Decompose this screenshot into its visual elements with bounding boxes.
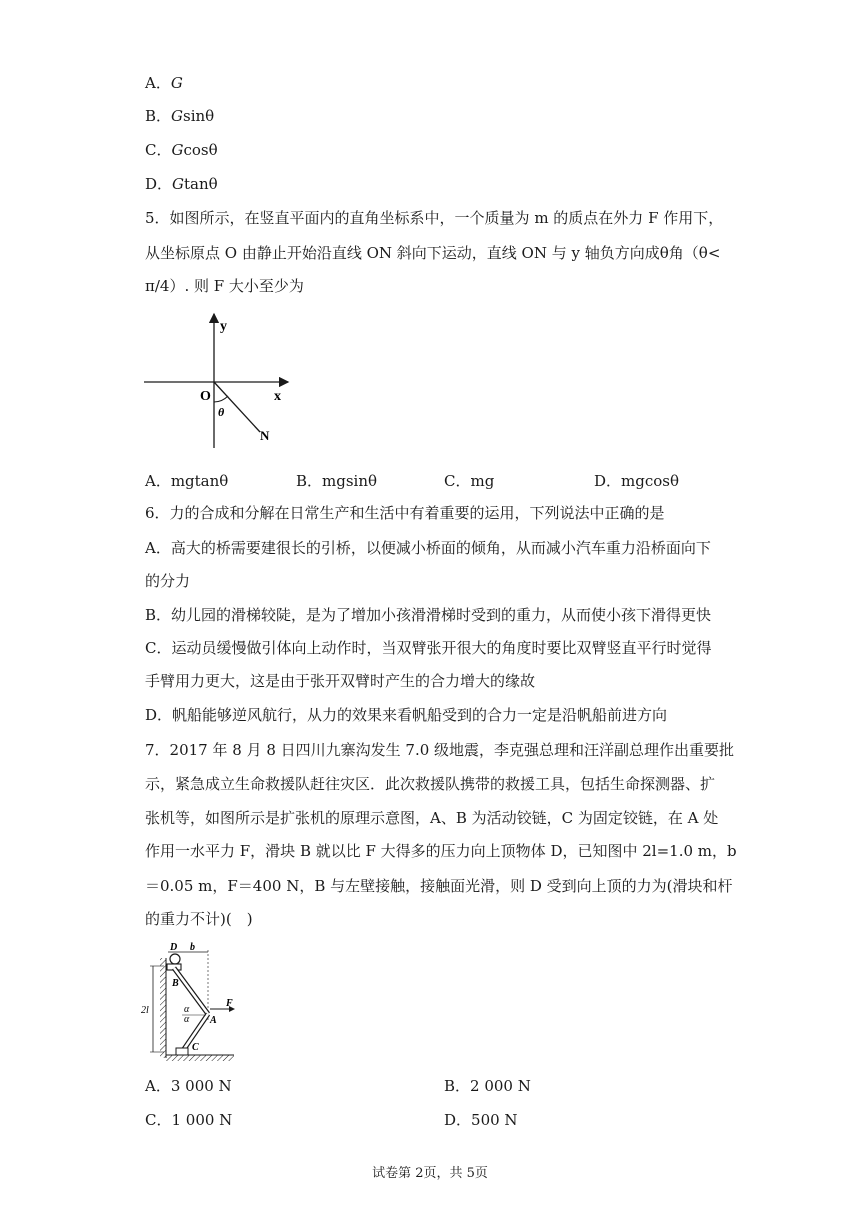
q7-stem-line-4: 作用一水平力 F，滑块 B 就以比 F 大得多的压力向上顶物体 D，已知图中 2l=1.0 m，b <box>145 842 737 860</box>
y-label: y <box>220 319 227 334</box>
q7-option-d: D．500 N <box>444 1111 518 1129</box>
q5-coordinate-figure <box>140 308 300 456</box>
label-alpha-2: α <box>184 1014 190 1025</box>
x-label: x <box>274 389 281 404</box>
option-math: G <box>170 74 183 92</box>
label-b: B <box>172 978 179 989</box>
floor <box>166 1055 234 1061</box>
object-d <box>170 954 180 964</box>
q6-stem: 6．力的合成和分解在日常生产和生活中有着重要的运用，下列说法中正确的是 <box>145 504 665 522</box>
q4-option-d <box>145 174 218 194</box>
q7-stem-line-6: 的重力不计)( ) <box>145 910 253 928</box>
q6-option-c-line-2: 手臂用力更大，这是由于张开双臂时产生的合力增大的缘故 <box>145 672 536 690</box>
label-b-dim: b <box>190 942 195 953</box>
label-d: D <box>170 942 178 953</box>
q6-option-d: D．帆船能够逆风航行，从力的效果来看帆船受到的合力一定是沿帆船前进方向 <box>145 706 668 724</box>
label-c: C <box>192 1042 199 1053</box>
option-label: C． <box>145 141 172 159</box>
q7-stem-line-3: 张机等，如图所示是扩张机的原理示意图，A、B 为活动铰链，C 为固定铰链，在 A 处 <box>145 809 719 827</box>
option-math: G <box>171 107 184 125</box>
q4-option-a <box>145 73 183 93</box>
option-label: B． <box>145 107 172 125</box>
left-wall <box>160 958 166 1058</box>
q5-option-a: A．mgtanθ <box>145 472 229 490</box>
option-text: cosθ <box>183 141 218 159</box>
label-f: F <box>226 998 233 1009</box>
label-a: A <box>210 1015 217 1026</box>
q7-stem-line-1: 7．2017 年 8 月 8 日四川九寨沟发生 7.0 级地震，李克强总理和汪洋副总理作出重要批 <box>145 741 735 759</box>
theta-label: θ <box>218 405 225 419</box>
hinge-c <box>176 1048 188 1055</box>
q5-option-c: C．mg <box>444 472 495 490</box>
q5-stem-line-1: 5．如图所示，在竖直平面内的直角坐标系中，一个质量为 m 的质点在外力 F 作用下， <box>145 209 724 227</box>
q4-option-b <box>145 106 214 126</box>
option-text: tanθ <box>184 175 218 193</box>
q7-option-c: C．1 000 N <box>145 1111 233 1129</box>
q5-option-d: D．mgcosθ <box>594 472 680 490</box>
option-label: D． <box>145 175 173 193</box>
option-math: G <box>172 175 185 193</box>
q6-option-c-line-1: C．运动员缓慢做引体向上动作时，当双臂张开很大的角度时要比双臂竖直平行时觉得 <box>145 639 712 657</box>
q5-stem-line-2: 从坐标原点 O 由静止开始沿直线 ON 斜向下运动，直线 ON 与 y 轴负方向成θ角（θ< <box>145 244 721 262</box>
q7-stem-line-5: ＝0.05 m，F＝400 N，B 与左壁接触，接触面光滑，则 D 受到向上顶的力为(滑块和杆 <box>145 877 733 895</box>
option-label: A． <box>145 74 171 92</box>
option-text: sinθ <box>183 107 215 125</box>
label-alpha-1: α <box>184 1004 190 1015</box>
page-footer: 试卷第 2页，共 5页 <box>372 1166 488 1181</box>
option-math: G <box>171 141 184 159</box>
q6-option-a-line-1: A．高大的桥需要建很长的引桥，以便减小桥面的倾角，从而减小汽车重力沿桥面向下 <box>145 539 711 557</box>
q4-option-c <box>145 140 218 160</box>
theta-arc <box>214 396 228 402</box>
q7-option-b: B．2 000 N <box>444 1077 531 1095</box>
q7-expander-figure <box>140 940 240 1064</box>
origin-label: O <box>200 389 211 404</box>
q7-stem-line-2: 示，紧急成立生命救援队赶往灾区．此次救援队携带的救援工具，包括生命探测器、扩 <box>145 775 716 793</box>
q6-option-a-line-2: 的分力 <box>145 572 191 590</box>
n-label: N <box>260 428 270 443</box>
q5-option-b: B．mgsinθ <box>296 472 378 490</box>
q6-option-b: B．幼儿园的滑梯较陡，是为了增加小孩滑滑梯时受到的重力，从而使小孩下滑得更快 <box>145 606 712 624</box>
label-2l: 2l <box>141 1005 149 1016</box>
q7-option-a: A．3 000 N <box>145 1077 232 1095</box>
q5-stem-line-3: π/4）. 则 F 大小至少为 <box>145 277 304 295</box>
